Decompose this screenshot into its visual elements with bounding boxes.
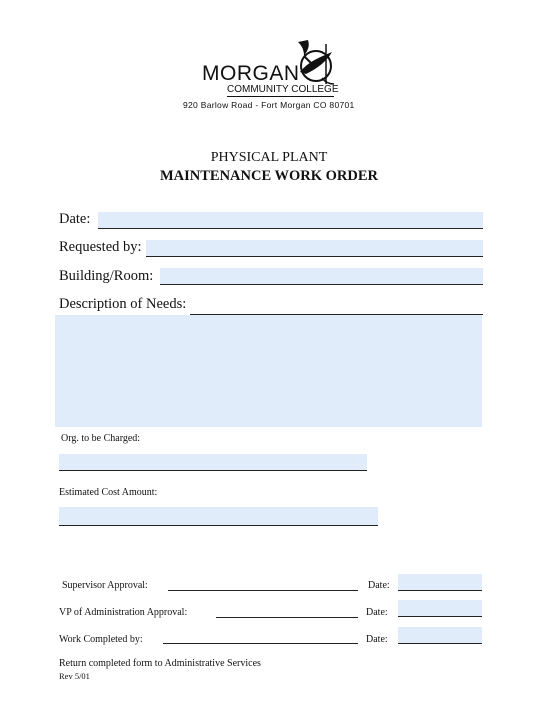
estimated-cost-field[interactable] [59,507,378,526]
work-completed-date-label: Date: [366,634,388,645]
vp-date-field[interactable] [398,600,482,617]
description-textarea[interactable] [55,315,482,427]
building-room-label: Building/Room: [59,268,154,284]
requested-by-field[interactable] [146,240,483,257]
vp-date-label: Date: [366,607,388,618]
work-completed-label: Work Completed by: [59,634,143,645]
logo-main-text: MORGAN [202,62,300,85]
vp-approval-label: VP of Administration Approval: [59,607,188,618]
building-room-field[interactable] [160,268,483,285]
footer-revision: Rev 5/01 [59,671,90,681]
supervisor-date-label: Date: [368,580,390,591]
supervisor-approval-label: Supervisor Approval: [62,580,148,591]
vp-signature-line[interactable] [216,617,358,618]
logo-underline [227,96,334,97]
form-title [0,150,538,185]
description-label: Description of Needs: [59,296,187,312]
org-charged-field[interactable] [59,454,367,471]
org-charged-label: Org. to be Charged: [61,433,141,444]
work-completed-signature-line[interactable] [163,643,358,644]
logo-sub-text: COMMUNITY COLLEGE [227,84,339,95]
title-line-2: MAINTENANCE WORK ORDER [159,168,379,184]
supervisor-date-field[interactable] [398,574,482,591]
college-address: 920 Barlow Road - Fort Morgan CO 80701 [183,100,355,110]
requested-by-label: Requested by: [59,239,142,255]
date-label: Date: [59,211,91,227]
work-completed-date-field[interactable] [398,627,482,644]
college-logo [200,38,340,100]
supervisor-signature-line[interactable] [168,590,358,591]
footer-instructions: Return completed form to Administrative Services [59,658,261,669]
title-line-1: PHYSICAL PLANT [210,150,328,165]
estimated-cost-label: Estimated Cost Amount: [59,487,158,498]
date-field[interactable] [98,212,483,229]
bird-emblem-icon [292,38,338,86]
